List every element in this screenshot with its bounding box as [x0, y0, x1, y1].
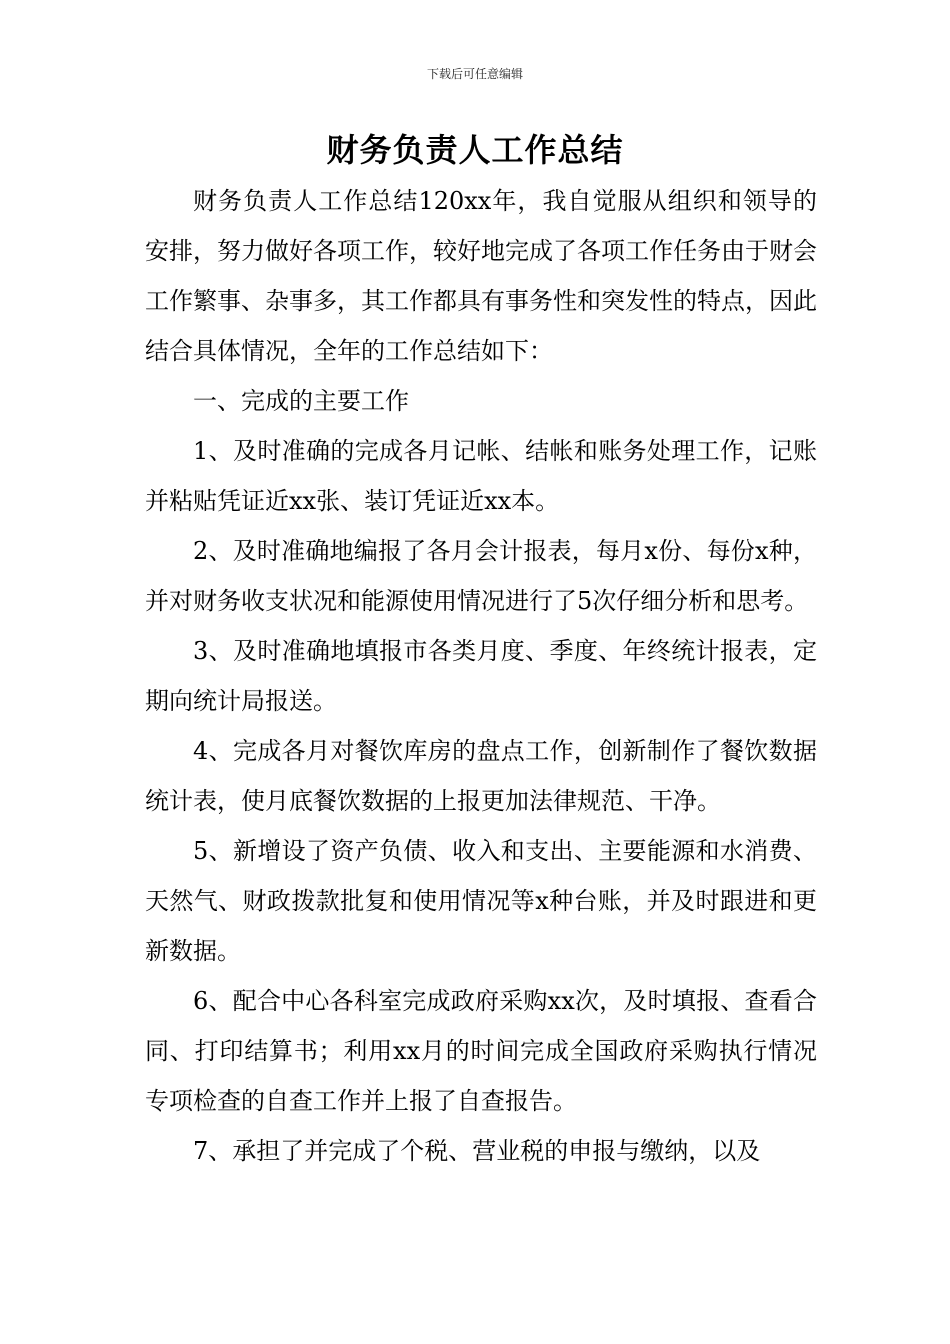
paragraph-item-6: 6、配合中心各科室完成政府采购xx次，及时填报、查看合同、打印结算书；利用xx月的时间完成全国政府采购执行情况专项检查的自查工作并上报了自查报告。: [145, 987, 817, 1115]
paragraph-item-7: 7、承担了并完成了个税、营业税的申报与缴纳，以及: [193, 1137, 761, 1165]
document-title: 财务负责人工作总结: [326, 131, 624, 169]
paragraph-intro: 财务负责人工作总结120xx年，我自觉服从组织和领导的安排，努力做好各项工作，较好地完成了各项工作任务由于财会工作繁事、杂事多，其工作都具有事务性和突发性的特点，因此结合具体情况，全年的工作总结如下：: [145, 187, 817, 365]
section-heading: 一、完成的主要工作: [193, 387, 409, 415]
paragraph-item-4: 4、完成各月对餐饮库房的盘点工作，创新制作了餐饮数据统计表，使月底餐饮数据的上报更加法律规范、干净。: [145, 737, 817, 815]
paragraph-item-5: 5、新增设了资产负债、收入和支出、主要能源和水消费、天然气、财政拨款批复和使用情况等x种台账，并及时跟进和更新数据。: [145, 837, 817, 965]
paragraph-item-1: 1、及时准确的完成各月记帐、结帐和账务处理工作，记账并粘贴凭证近xx张、装订凭证近xx本。: [145, 437, 817, 515]
paragraph-item-2: 2、及时准确地编报了各月会计报表，每月x份、每份x种，并对财务收支状况和能源使用情况进行了5次仔细分析和思考。: [145, 537, 817, 615]
paragraph-item-3: 3、及时准确地填报市各类月度、季度、年终统计报表，定期向统计局报送。: [145, 637, 817, 715]
document-body: [145, 176, 817, 1176]
header-note: 下载后可任意编辑: [426, 67, 523, 81]
